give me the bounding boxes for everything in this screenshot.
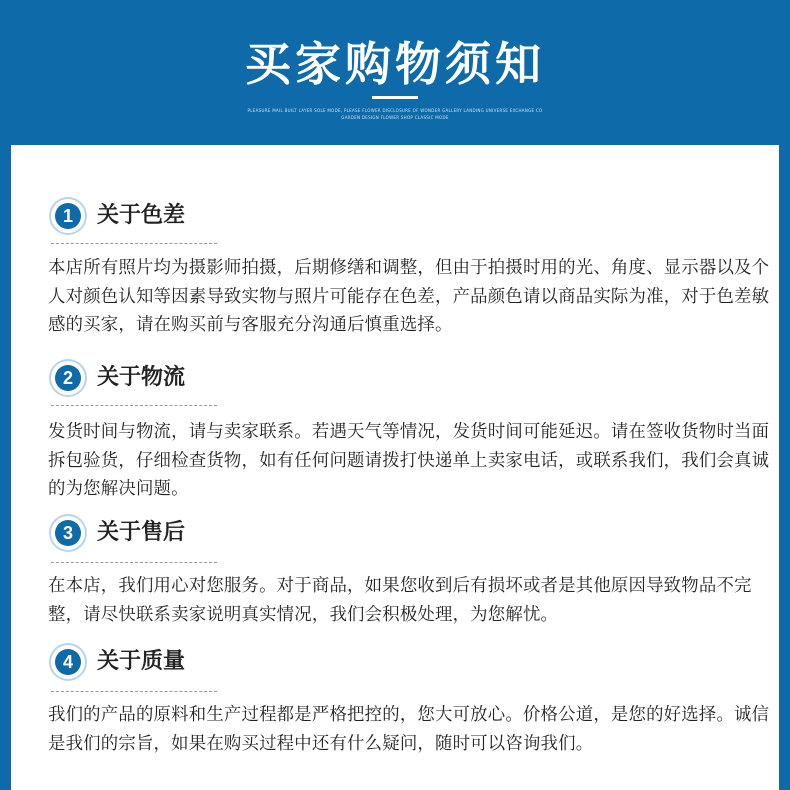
section-title: 关于质量: [97, 649, 186, 674]
content-panel: [11, 145, 779, 790]
section-body: 在本店，我们用心对您服务。对于商品，如果您收到后有损坏或者是其他原因导致物品不完整，请尽快联系卖家说明真实情况，我们会积极处理，为您解忧。: [48, 576, 752, 625]
section-number: 3: [55, 520, 81, 546]
section-number: 2: [55, 365, 81, 391]
section-title: 关于物流: [97, 365, 186, 390]
number-badge-icon: [51, 645, 85, 679]
section-divider: [51, 243, 217, 244]
section-after-sales: [48, 516, 771, 625]
number-badge-icon: [51, 516, 85, 550]
section-body: 我们的产品的原料和生产过程都是严格把控的，您大可放心。价格公道，是您的好选择。诚信是我们的宗旨，如果在购买过程中还有什么疑问，随时可以咨询我们。: [48, 705, 770, 754]
title-underline: [372, 96, 418, 99]
section-quality: [48, 645, 771, 754]
section-header: [51, 361, 771, 401]
page-title: 买家购物须知: [245, 37, 545, 91]
section-title: 关于售后: [97, 520, 186, 545]
section-divider: [51, 405, 217, 406]
section-header: [51, 516, 771, 556]
section-logistics: [48, 361, 771, 499]
number-badge-icon: [51, 361, 85, 395]
section-header: [51, 199, 771, 239]
section-divider: [51, 562, 217, 563]
section-divider: [51, 691, 217, 692]
section-number: 4: [55, 649, 81, 675]
header: [0, 0, 790, 145]
section-body: 发货时间与物流，请与卖家联系。若遇天气等情况，发货时间可能延迟。请在签收货物时当面拆包验货，仔细检查货物，如有任何问题请拨打快递单上卖家电话，或联系我们，我们会真诚的为您解决问题。: [48, 422, 770, 499]
header-subtitle-line1: PLEASURE MAIL BUILT LAYER SOLE MODE, PLEASE FLOWER DISCLOSURE OF WONDER GALLERY LANDING UNIVERSE EXCHANGE CO: [247, 108, 543, 113]
number-badge-icon: [51, 199, 85, 233]
section-title: 关于色差: [97, 203, 186, 228]
header-subtitle-line2: GARDEN DESIGN FLOWER SHOP CLASSIC MODE: [341, 115, 449, 120]
section-header: [51, 645, 771, 685]
section-body: 本店所有照片均为摄影师拍摄，后期修缮和调整，但由于拍摄时用的光、角度、显示器以及个人对颜色认知等因素导致实物与照片可能存在色差，产品颜色请以商品实际为准，对于色差敏感的买家，请在购买前与客服充分沟通后慎重选择。: [48, 258, 770, 335]
section-number: 1: [55, 203, 81, 229]
section-color-difference: [48, 199, 771, 335]
